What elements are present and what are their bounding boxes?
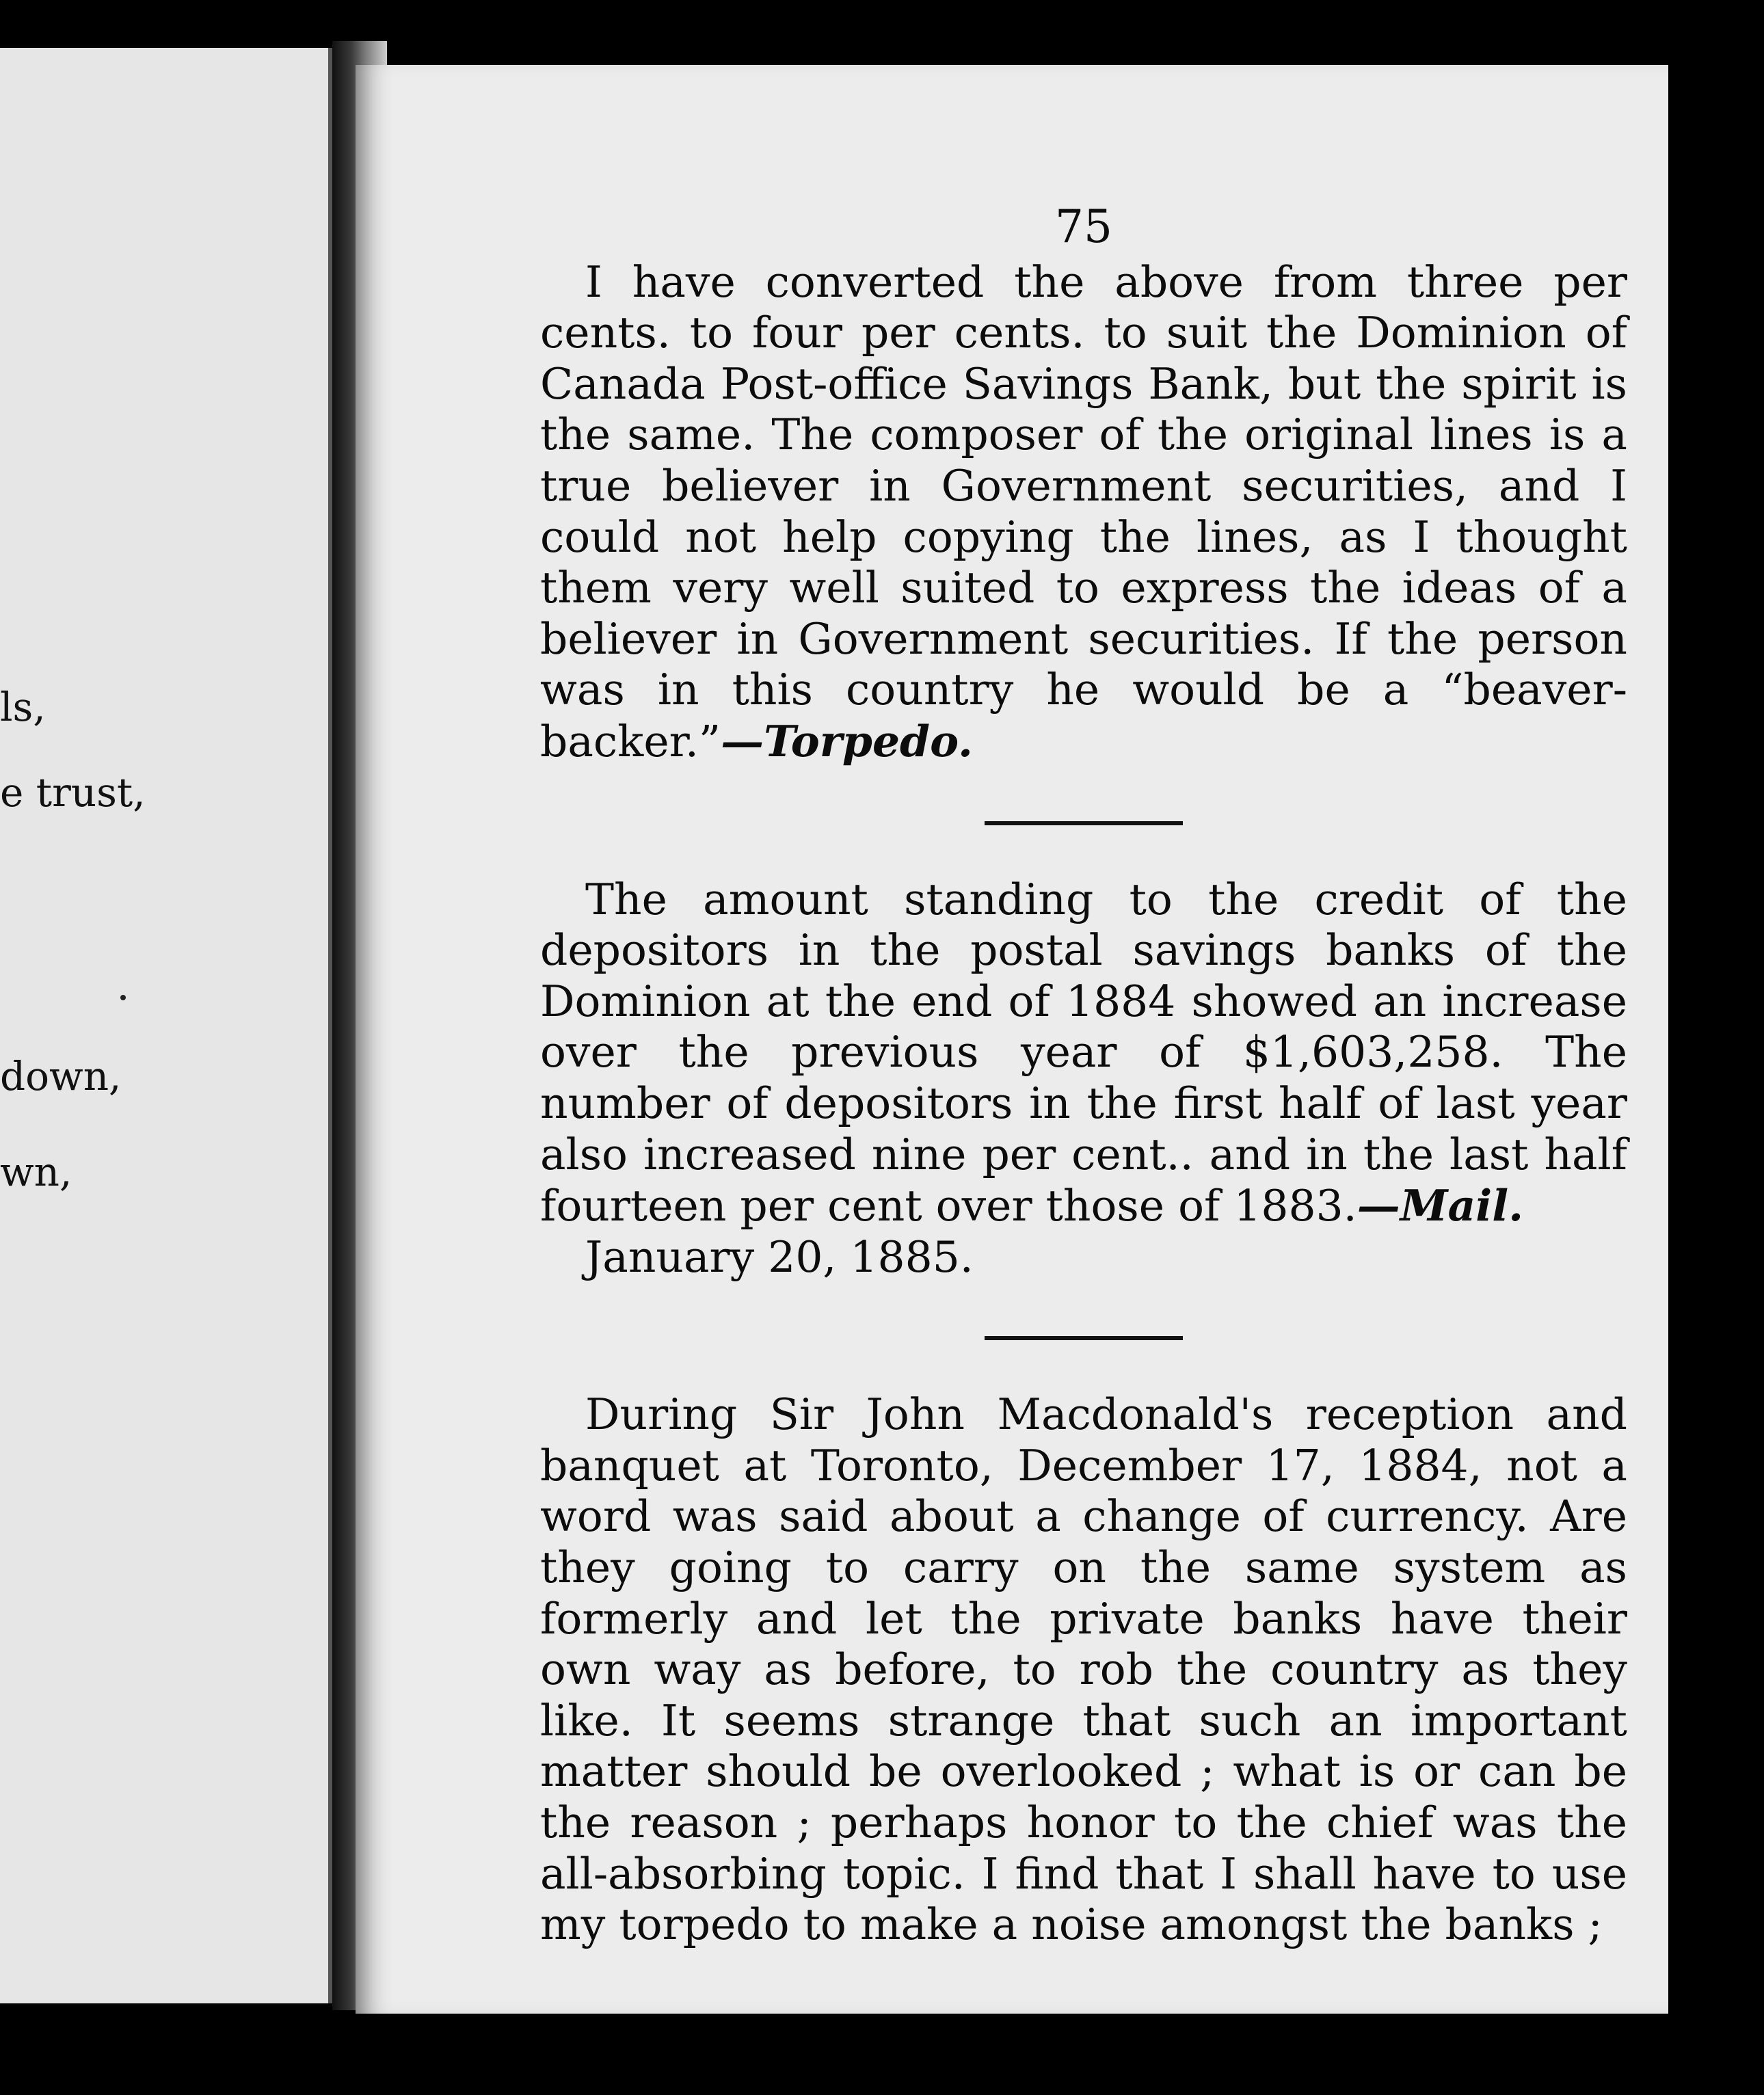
paragraph-savings-deposits bbox=[540, 875, 1627, 1232]
page-number: 75 bbox=[1055, 200, 1112, 253]
book-page bbox=[356, 65, 1668, 2014]
dateline: January 20, 1885. bbox=[585, 1231, 974, 1282]
attribution-mail: —Mail. bbox=[1357, 1180, 1524, 1231]
facing-page-text: ls, bbox=[0, 684, 46, 730]
section-divider bbox=[985, 1336, 1183, 1340]
facing-page-fragment bbox=[0, 48, 332, 2003]
paragraph-macdonald-reception: During Sir John Macdonald's reception and banquet at Toronto, December 17, 1884, not a word was said about a change of currency. Are they going to carry on the same system as formerly and let the private banks have their own way as before, to rob the country as they like. It seems strange that such an important matter should be overlooked ; what is or can be the reason ; perhaps honor to the chief was the all-absorbing topic. I find that I shall have to use my torpedo to make a noise amongst the banks ; bbox=[540, 1389, 1627, 1950]
facing-page-text: wn, bbox=[0, 1149, 72, 1195]
paragraph-text: I have converted the above from three per cents. to four per cents. to suit the Dominion of Canada Post-office Savings Bank, but the spirit is the same. The composer of the original lines is a true believer in Government securities, and I could not help copying the lines, as I thought them very well suited to express the ideas of a believer in Government securities. If the person was in this country he would be a “beaver-backer.” bbox=[540, 256, 1627, 766]
facing-page-text: e trust, bbox=[0, 769, 146, 816]
facing-page-text: down, bbox=[0, 1053, 122, 1099]
page-content bbox=[540, 202, 1627, 1951]
paragraph-text: The amount standing to the credit of the depositors in the postal savings banks of the Dominion at the end of 1884 showed an increase over the previous year of $1,603,258. The number of depositors in the first half of last year also increased nine per cent.. and in the last half fourteen per cent over those of 1883. bbox=[540, 874, 1627, 1231]
paragraph-conversion-note bbox=[540, 257, 1627, 768]
attribution-torpedo: —Torpedo. bbox=[721, 715, 973, 766]
section-divider bbox=[985, 821, 1183, 825]
ink-speck bbox=[120, 995, 126, 1000]
